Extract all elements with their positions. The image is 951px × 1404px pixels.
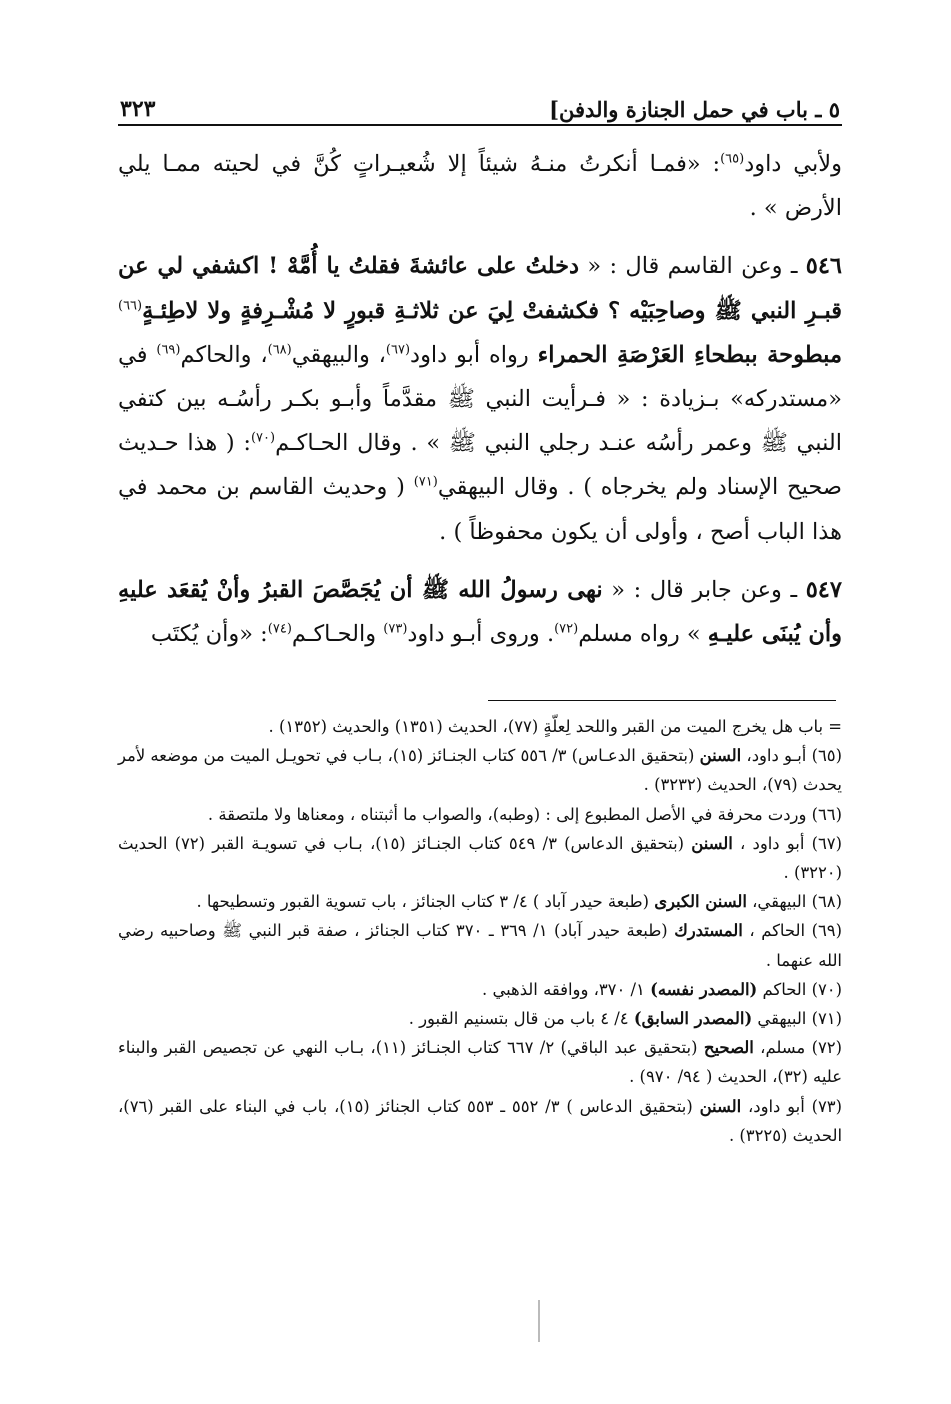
footnote-71 xyxy=(118,1004,842,1033)
footnote-66 xyxy=(118,800,842,829)
text-run: : «فمـا أنكرتُ منـهُ شيئاً إلا شُعيـراتٍ كُنَّ في لحيته ممـا يلي الأرض » . xyxy=(118,151,842,222)
footnote-65 xyxy=(118,741,842,799)
text-run: أبو داود ، xyxy=(732,833,812,853)
text-run: (بتحقيق عبد الباقي) ٢/ ٦٦٧ كتاب الجنـائز (١١)، بـاب النهي عن تجصيص القبر والبناء عليه (٣٢)، الحديث ( ٩٤/ ٩٧٠) . xyxy=(118,1038,842,1087)
footnote-number: (٧٣) xyxy=(811,1096,843,1116)
scan-artifact xyxy=(538,1300,540,1342)
text-run: والحـاكـم xyxy=(291,621,384,648)
source-title: الصحيح xyxy=(703,1038,754,1058)
footnote-ref[interactable]: (٧٢) xyxy=(554,621,579,637)
footnote-ref[interactable]: (٧١) xyxy=(413,474,438,490)
main-text xyxy=(118,142,842,656)
footnote-69 xyxy=(118,916,842,974)
footnote-70 xyxy=(118,975,842,1004)
source-title: (المصدر السابق) xyxy=(633,1009,753,1029)
paragraph-abu-dawud xyxy=(118,142,842,230)
text-run: ـ وعن القاسم قال : « xyxy=(579,253,806,280)
footnote-number: (٧٠) xyxy=(811,979,842,999)
footnote-ref[interactable]: (٦٧) xyxy=(385,342,411,358)
text-run: : «وأن يُكتَب xyxy=(150,621,268,648)
footnotes xyxy=(118,712,842,1150)
footnote-number: (٦٦) xyxy=(811,804,842,824)
footnote-ref[interactable]: (٧٠) xyxy=(250,430,276,446)
text-run: ٤/ ٤ باب من قال بتسنيم القبور . xyxy=(408,1009,634,1029)
source-title: (المصدر نفسه) xyxy=(650,979,758,999)
text-run: (بتحقيق الدعاس ) ٣/ ٥٥٢ ـ ٥٥٣ كتاب الجنائز (١٥)، باب في البناء على القبر (٧٦)، الحديث (٣٢٢٥) . xyxy=(118,1096,842,1145)
hadith-546 xyxy=(118,244,842,553)
text-run: البيهقي، xyxy=(746,892,812,912)
footnote-number: (٦٨) xyxy=(811,892,842,912)
source-title: المستدرك xyxy=(674,921,743,941)
hadith-quote: مبطوحة ببطحاءِ العَرْصَةِ الحمراء xyxy=(537,341,842,368)
text-run: ، والحاكم xyxy=(180,341,268,368)
text-run: أبو داود، xyxy=(741,1096,812,1116)
footnote-68 xyxy=(118,887,842,916)
running-header xyxy=(120,84,840,122)
text-run: » رواه مسلم xyxy=(578,621,708,648)
chapter-title: ٥ ـ باب في حمل الجنازة والدفن] xyxy=(549,97,840,122)
header-rule xyxy=(118,124,842,126)
source-title: السنن xyxy=(691,833,733,853)
text-run: رواه أبو داود xyxy=(410,341,538,368)
text-run: البيهقي xyxy=(752,1009,812,1029)
text-run: . وروى أبـو داود xyxy=(407,621,555,648)
hadith-547 xyxy=(118,568,842,656)
footnote-continuation: = باب هل يخرج الميت من القبر واللحد لِعلّةٍ (٧٧)، الحديث (١٣٥١) والحديث (١٣٥٢) . xyxy=(268,717,842,736)
hadith-quote: نهى رسولُ الله ﷺ أن يُجَصَّصَ القبرُ وأنْ يُقعَد عليهِ وأن يُبنَى عليـهِ xyxy=(118,576,842,648)
text-run: ( وحديث القاسم بن محمد في هذا الباب أصح ، وأولى أن يكون محفوظاً ) . xyxy=(118,474,842,545)
footnote-number: (٦٩) xyxy=(811,921,842,941)
footnote-ref[interactable]: (٦٥) xyxy=(720,151,745,167)
footnote-ref[interactable]: (٦٦) xyxy=(118,298,143,314)
hadith-quote: دخلتُ على عائشةَ فقلتُ يا أُمَّهْ ! اكشفي لي عن قبـرِ النبي ﷺ وصاحِبَيْه ؟ فكشفتْ لِيَ عن ثلاثـةِ قبورٍ لا مُشْـرِفةٍ ولا لاطِئـةٍ xyxy=(118,253,842,324)
source-title: السنن الكبرى xyxy=(654,892,747,912)
text-run: الحاكم ، xyxy=(742,921,812,941)
text-run: (طبعة حيدر آباد ) ٤/ ٣ كتاب الجنائز ، باب تسوية القبور وتسطيحها . xyxy=(196,892,655,912)
footnote-rule xyxy=(488,700,836,701)
text-run: الحاكم xyxy=(757,979,812,999)
footnote-ref[interactable]: (٦٨) xyxy=(267,342,292,358)
footnote-ref[interactable]: (٦٩) xyxy=(156,342,181,358)
footnote-72 xyxy=(118,1033,842,1091)
text-run: مسلم، xyxy=(753,1038,812,1058)
text-run: ١/ ٣٧٠، ووافقه الذهبي . xyxy=(482,979,651,999)
footnote-73 xyxy=(118,1092,842,1150)
footnote-ref[interactable]: (٧٤) xyxy=(267,621,292,637)
text-run: ، والبيهقي xyxy=(291,341,386,368)
source-title: السنن xyxy=(699,1096,742,1116)
hadith-number: ٥٤٦ xyxy=(805,253,842,280)
footnote-67 xyxy=(118,829,842,887)
footnote-number: (٧٢) xyxy=(811,1038,843,1058)
text-run: أبـو داود، xyxy=(741,746,812,766)
footnote-number: (٦٥) xyxy=(811,746,842,766)
footnote-number: (٧١) xyxy=(811,1009,842,1029)
text-run: (بتحقيق الدعاس) ٣/ ٥٤٩ كتاب الجنـائز (١٥)، بـاب في تسويـة القبر (٧٢) الحديث (٣٢٢٠) . xyxy=(118,833,842,883)
footnote-number: (٦٧) xyxy=(811,833,843,853)
text-run: في «مستدركه» بـزيادة : « فـرأيت النبي ﷺ مقدَّماً وأبـو بكـر رأسُـه بين كتفي النبي ﷺ وعمر رأسُه عنـد رجلي النبي ﷺ » . وقال الحـاكـم xyxy=(118,341,842,457)
text-run: (طبعة حيدر آباد) ١/ ٣٦٩ ـ ٣٧٠ كتاب الجنائز ، صفة قبر النبي ﷺ وصاحبيه رضي الله عنهما . xyxy=(118,921,842,970)
text-run: وردت محرفة في الأصل المطبوع إلى : (وطبه)، والصواب ما أثبتناه ، ومعناها ولا ملتصقة . xyxy=(207,804,812,824)
text-run: ولأبي داود xyxy=(744,151,842,177)
text-run: (بتحقيق الدعـاس) ٣/ ٥٥٦ كتاب الجنـائز (١٥)، بـاب في تحويـل الميت من موضعه لأمر يحدث (٧٩)، الحديث (٣٢٣٢) . xyxy=(118,746,842,795)
source-title: السنن xyxy=(699,746,742,766)
page-number: ٣٢٣ xyxy=(120,96,156,122)
hadith-number: ٥٤٧ xyxy=(805,576,842,603)
footnote-ref[interactable]: (٧٣) xyxy=(383,621,408,637)
text-run: : ( هذا حـديث صحيح الإسناد ولم يخرجاه ) . وقال البيهقي xyxy=(118,430,842,501)
text-run: ـ وعن جابر قال : « xyxy=(602,576,806,603)
